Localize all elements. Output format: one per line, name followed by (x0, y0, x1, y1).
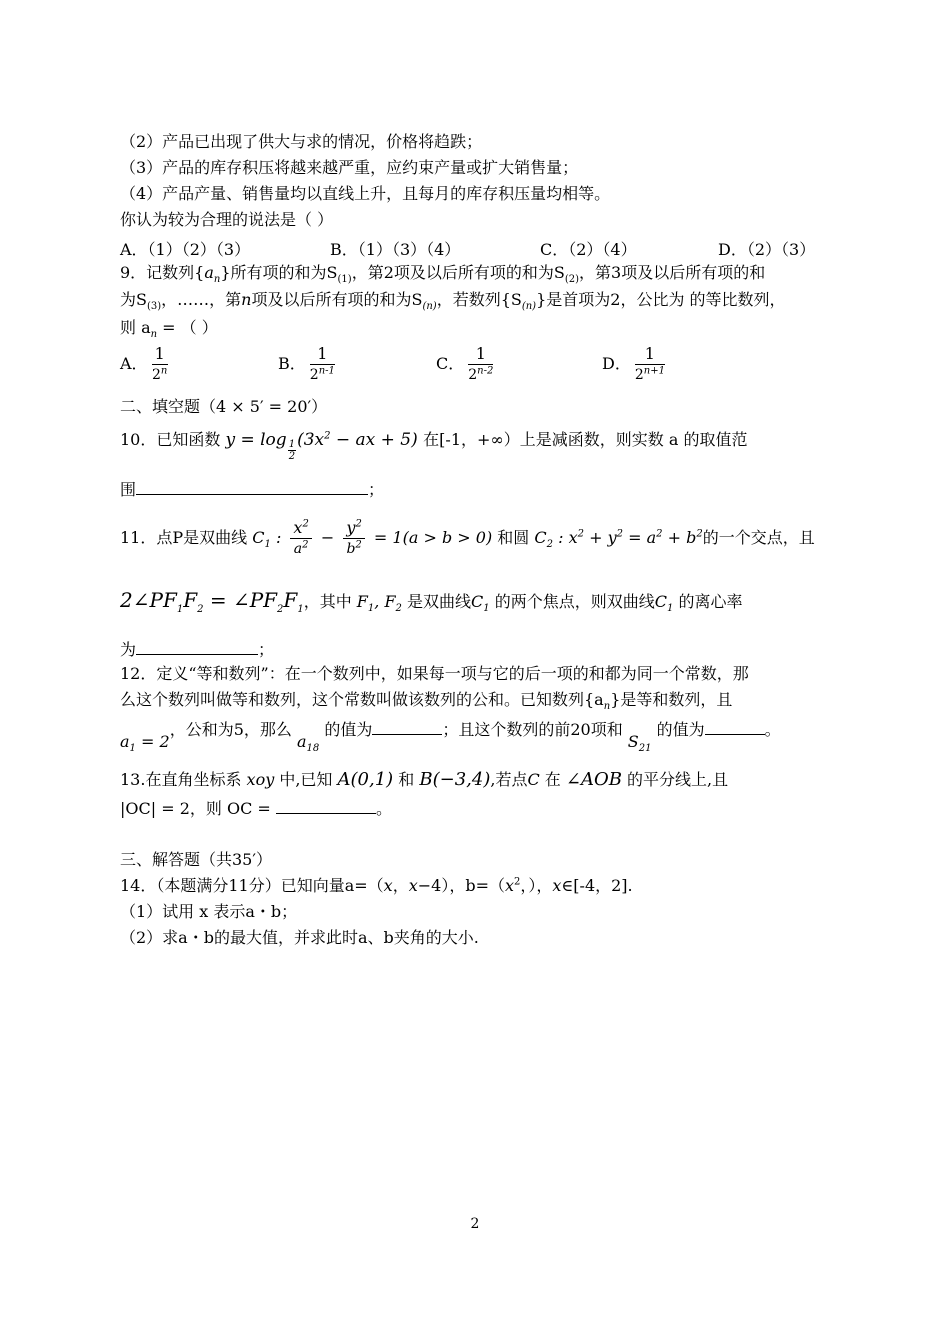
q9-option-b: B． $\frac{1}{2^{n-1}}$ (278, 344, 335, 383)
q10-line-2: 围 ； (120, 480, 385, 499)
q11-line-3: 为 ； (120, 640, 275, 659)
q12-line-3: $a_1 = 2$，公和为5，那么 $a_{18}$ 的值为 ；且这个数列的前20项和 $S_{21}$ 的值为 。 (120, 720, 781, 755)
q14-sub-2: （2）求a・b的最大值，并求此时a、b夹角的大小. (120, 928, 479, 947)
q13-line-1: 13.在直角坐标系 xoy 中,已知 A(0,1) 和 B(−3,4),若点C 在 ∠AOB 的平分线上,且 (120, 769, 729, 790)
q13-answer-blank[interactable] (276, 797, 376, 814)
q9-option-d: D． $\frac{1}{2^{n+1}}$ (602, 344, 665, 383)
q10-formula: y = log $\frac{1}{2}$ ($3x^2$ − ax + 5) (225, 430, 418, 462)
q11-line-1: 11．点P是双曲线 $C_1$ : $\frac{x^2}{a^2}$ − $\frac{y^2}{b^2}$ = 1(a > b > 0) 和圆 $C_2$ : $x^2 + y^2 = a^2 + b^2$的一个交点，且 (120, 518, 815, 557)
q8-option-b: B．（1）（3）（4） (330, 240, 461, 259)
section-2-title: 二、填空题（4 × 5′ = 20′） (120, 397, 328, 416)
q11-line-2: $2\angle PF_1F_2$ = $\angle PF_2F_1$，其中 $F_1$, $F_2$ 是双曲线$C_1$ 的两个焦点，则双曲线$C_1$ 的离心率 (120, 588, 743, 615)
q8-statement-4: （4）产品产量、销售量均以直线上升，且每月的库存积压量均相等。 (120, 184, 611, 203)
q10-answer-blank[interactable] (136, 478, 368, 495)
page-number: 2 (470, 1216, 480, 1232)
q12-line-1: 12．定义“等和数列”：在一个数列中，如果每一项与它的后一项的和都为同一个常数，那 (120, 664, 749, 683)
q9-option-c: C． $\frac{1}{2^{n-2}}$ (436, 344, 494, 383)
q8-option-c: C．（2）（4） (540, 240, 637, 259)
q8-question: 你认为较为合理的说法是（ ） (120, 210, 334, 229)
q8-statement-2: （2）产品已出现了供大与求的情况，价格将趋跌； (120, 132, 483, 151)
q9-option-a: A． $\frac{1}{2^n}$ (120, 344, 168, 383)
q11-circle-formula: $C_2$ : $x^2 + y^2 = a^2 + b^2$ (534, 528, 703, 551)
q11-hyperbola-formula: $C_1$ : $\frac{x^2}{a^2}$ − $\frac{y^2}{b^2}$ = 1(a > b > 0) (252, 518, 493, 557)
q11-answer-blank[interactable] (136, 638, 258, 655)
q12-answer-blank-s21[interactable] (705, 718, 765, 735)
q9-line-3: 则 $a_n$ = （ ） (120, 318, 218, 341)
q8-statement-3: （3）产品的库存积压将越来越严重，应约束产量或扩大销售量； (120, 158, 579, 177)
q12-answer-blank-a18[interactable] (372, 718, 442, 735)
q8-option-a: A．（1）（2）（3） (120, 240, 251, 259)
q9-line-2: 为$S_{(3)}$，……，第n项及以后所有项的和为$S_{(n)}$，若数列$\{S_{(n)}\}$是首项为2，公比为 的等比数列， (120, 290, 786, 313)
q12-line-2: 么这个数列叫做等和数列，这个常数叫做该数列的公和。已知数列$\{a_n\}$是等和数列，且 (120, 690, 733, 713)
section-3-title: 三、解答题（共35′） (120, 850, 272, 869)
q8-option-d: D．（2）（3） (718, 240, 816, 259)
q13-line-2: |OC| = 2，则 OC = 。 (120, 799, 392, 818)
q9-line-1: 9．记数列$\{a_n\}$所有项的和为$S_{(1)}$，第2项及以后所有项的和为$S_{(2)}$，第3项及以后所有项的和 (120, 263, 766, 286)
q10-line-1: 10．已知函数 y = log $\frac{1}{2}$ ($3x^2$ − ax + 5) 在[-1，+∞）上是减函数，则实数 a 的取值范 (120, 430, 748, 462)
q11-angle-formula: $2\angle PF_1F_2$ = $\angle PF_2F_1$ (120, 588, 304, 615)
q14-line-1: 14．（本题满分11分）已知向量a=（x，x−4），$b=(x^2$，），x∈[-4，2]. (120, 876, 633, 895)
q14-sub-1: （1）试用 x 表示a・b； (120, 902, 298, 921)
